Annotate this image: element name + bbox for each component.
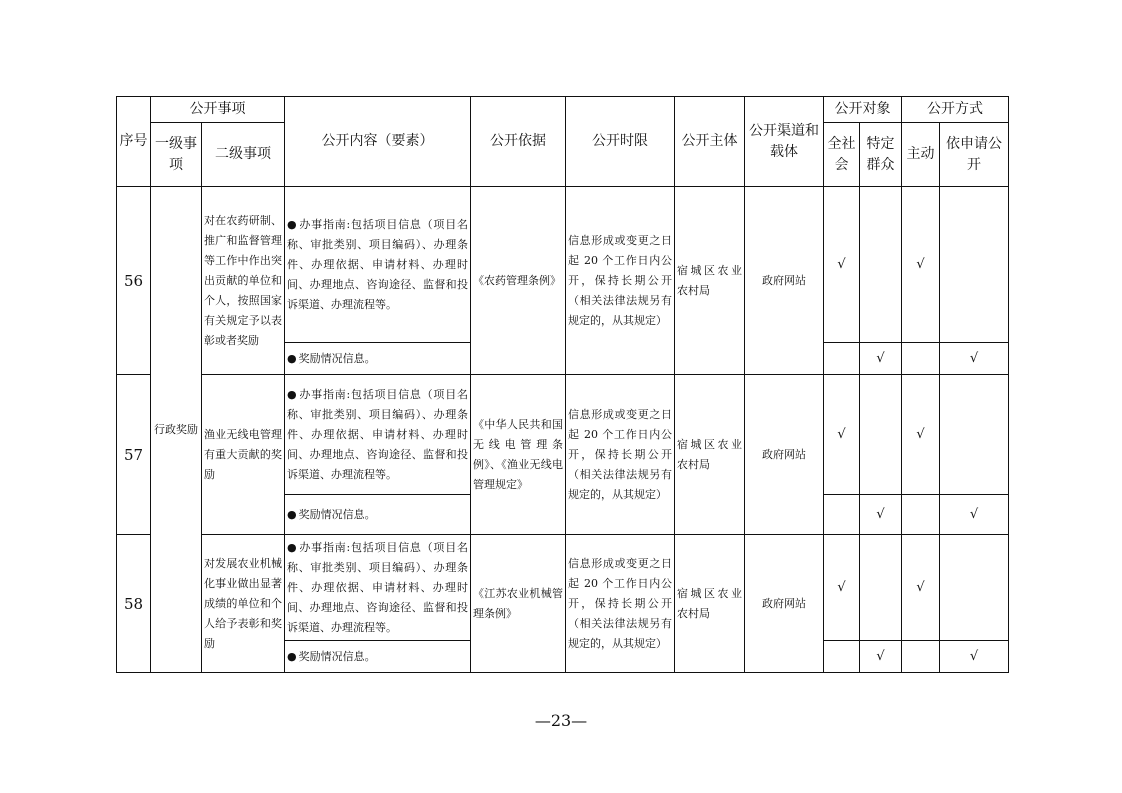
- header-subject: 公开主体: [675, 97, 745, 187]
- row-seq: 56: [117, 187, 151, 375]
- check-specific: √: [860, 641, 902, 673]
- check-active-empty: [902, 495, 940, 535]
- check-request: √: [940, 495, 1009, 535]
- header-target-all: 全社会: [824, 123, 860, 187]
- check-all-empty: [824, 495, 860, 535]
- content-guide-cell: [285, 187, 471, 343]
- content-guide-cell: [285, 535, 471, 641]
- channel-cell: 政府网站: [745, 535, 824, 673]
- header-method-group: 公开方式: [902, 97, 1009, 123]
- table-row: [117, 187, 1009, 343]
- bullet-icon: ●: [287, 649, 297, 663]
- time-limit-cell: 信息形成或变更之日起 20 个工作日内公开，保持长期公开（相关法律法规另有规定的，从其规定）: [566, 535, 675, 673]
- check-active-empty: [902, 343, 940, 375]
- disclosure-table: [116, 96, 1009, 673]
- check-active: √: [902, 535, 940, 641]
- header-item-group: 公开事项: [151, 97, 285, 123]
- level2-cell: 对在农药研制、推广和监督管理等工作中作出突出贡献的单位和个人，按照国家有关规定予以表彰或者奖励: [202, 187, 285, 375]
- check-active: √: [902, 375, 940, 495]
- bullet-icon: ●: [287, 540, 298, 554]
- header-basis: 公开依据: [471, 97, 566, 187]
- content-award-cell: [285, 343, 471, 375]
- level2-cell: 对发展农业机械化事业做出显著成绩的单位和个人给予表彰和奖励: [202, 535, 285, 673]
- content-guide-text: 办事指南:包括项目信息（项目名称、审批类别、项目编码）、办理条件、办理依据、申请材料、办理时间、办理地点、咨询途径、监督和投诉渠道、办理流程等。: [287, 387, 468, 481]
- check-request: √: [940, 641, 1009, 673]
- check-request: √: [940, 343, 1009, 375]
- time-limit-cell: 信息形成或变更之日起 20 个工作日内公开，保持长期公开（相关法律法规另有规定的，从其规定）: [566, 187, 675, 375]
- level2-cell: 渔业无线电管理有重大贡献的奖励: [202, 375, 285, 535]
- bullet-icon: ●: [287, 351, 297, 365]
- check-request-empty: [940, 535, 1009, 641]
- check-all-empty: [824, 343, 860, 375]
- bullet-icon: ●: [287, 387, 298, 401]
- check-all: √: [824, 375, 860, 495]
- content-guide-text: 办事指南:包括项目信息（项目名称、审批类别、项目编码）、办理条件、办理依据、申请材料、办理时间、办理地点、咨询途径、监督和投诉渠道、办理流程等。: [287, 540, 468, 634]
- time-limit-cell: 信息形成或变更之日起 20 个工作日内公开，保持长期公开（相关法律法规另有规定的，从其规定）: [566, 375, 675, 535]
- check-all: √: [824, 187, 860, 343]
- header-time-limit: 公开时限: [566, 97, 675, 187]
- check-active: √: [902, 187, 940, 343]
- content-guide-text: 办事指南:包括项目信息（项目名称、审批类别、项目编码）、办理条件、办理依据、申请材料、办理时间、办理地点、咨询途径、监督和投诉渠道、办理流程等。: [287, 217, 468, 311]
- header-content: 公开内容（要素）: [285, 97, 471, 187]
- header-method-active: 主动: [902, 123, 940, 187]
- header-level1: 一级事项: [151, 123, 202, 187]
- check-specific: √: [860, 495, 902, 535]
- subject-cell: 宿城区农业农村局: [675, 187, 745, 375]
- header-level2: 二级事项: [202, 123, 285, 187]
- check-specific-empty: [860, 375, 902, 495]
- subject-cell: 宿城区农业农村局: [675, 535, 745, 673]
- check-request-empty: [940, 187, 1009, 343]
- header-channel: 公开渠道和载体: [745, 97, 824, 187]
- level1-cell: 行政奖励: [151, 187, 202, 673]
- header-target-specific: 特定群众: [860, 123, 902, 187]
- channel-cell: 政府网站: [745, 187, 824, 375]
- basis-cell: 《中华人民共和国无线电管理条例》、《渔业无线电管理规定》: [471, 375, 566, 535]
- header-target-group: 公开对象: [824, 97, 902, 123]
- header-row-1: [117, 97, 1009, 123]
- table-row: [117, 535, 1009, 641]
- header-seq: 序号: [117, 97, 151, 187]
- content-guide-cell: [285, 375, 471, 495]
- bullet-icon: ●: [287, 217, 298, 231]
- check-request-empty: [940, 375, 1009, 495]
- row-seq: 58: [117, 535, 151, 673]
- content-award-text: 奖励情况信息。: [298, 507, 376, 521]
- content-award-text: 奖励情况信息。: [298, 351, 376, 365]
- content-award-cell: [285, 495, 471, 535]
- subject-cell: 宿城区农业农村局: [675, 375, 745, 535]
- basis-cell: 《农药管理条例》: [471, 187, 566, 375]
- check-specific-empty: [860, 187, 902, 343]
- check-active-empty: [902, 641, 940, 673]
- table-row: [117, 375, 1009, 495]
- check-all: √: [824, 535, 860, 641]
- content-award-text: 奖励情况信息。: [298, 649, 376, 663]
- page-number: —23—: [534, 711, 588, 730]
- content-award-cell: [285, 641, 471, 673]
- channel-cell: 政府网站: [745, 375, 824, 535]
- check-specific: √: [860, 343, 902, 375]
- check-specific-empty: [860, 535, 902, 641]
- row-seq: 57: [117, 375, 151, 535]
- header-method-request: 依申请公开: [940, 123, 1009, 187]
- bullet-icon: ●: [287, 507, 297, 521]
- basis-cell: 《江苏农业机械管理条例》: [471, 535, 566, 673]
- check-all-empty: [824, 641, 860, 673]
